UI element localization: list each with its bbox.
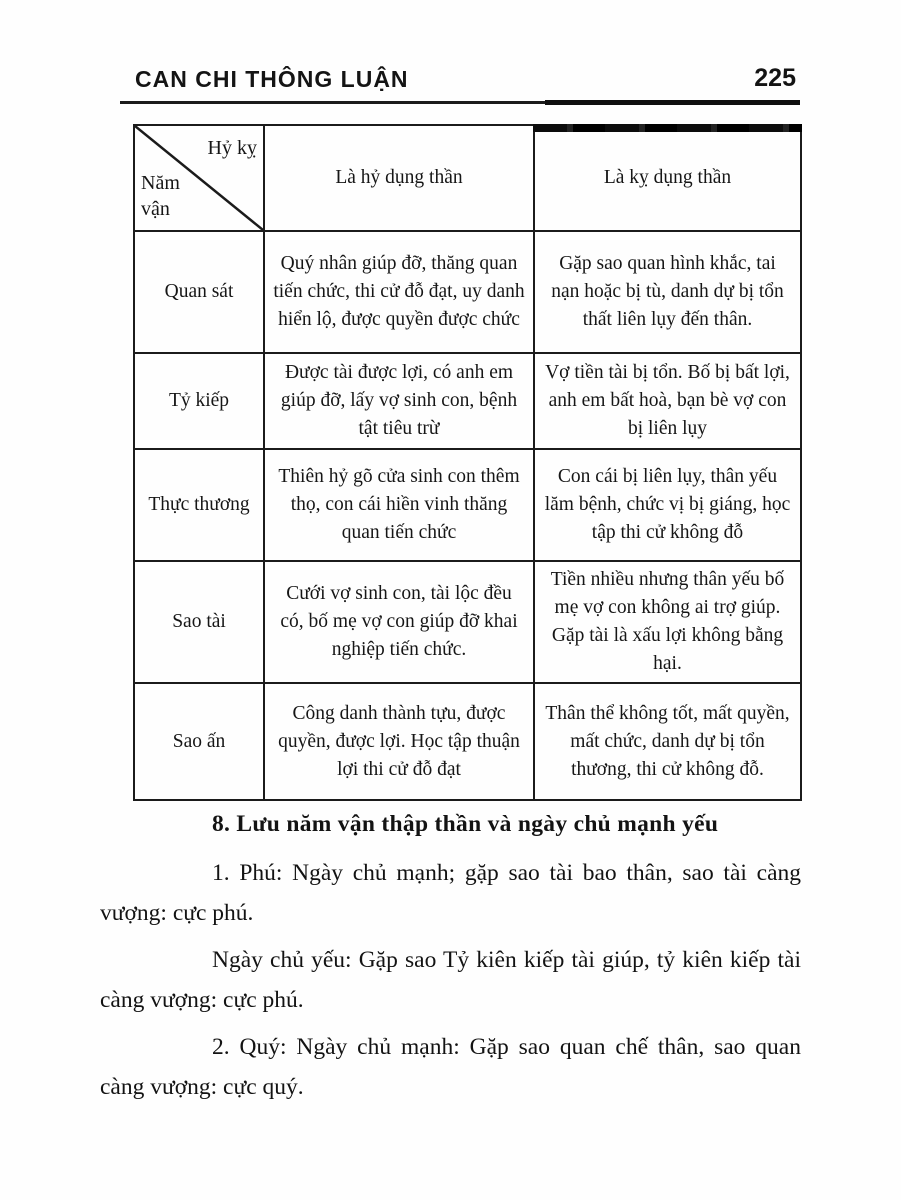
row-label: Tỷ kiếp — [134, 353, 264, 449]
hy-ky-table — [133, 124, 802, 801]
hy-cell: Cưới vợ sinh con, tài lộc đều có, bố mẹ vợ con giúp đỡ khai nghiệp tiến chức. — [264, 561, 534, 683]
corner-label-nam-van: Năm vận — [141, 172, 180, 220]
hy-cell: Quý nhân giúp đỡ, thăng quan tiến chức, thi cử đỗ đạt, uy danh hiển lộ, được quyền được chức — [264, 231, 534, 353]
table-row — [134, 231, 801, 353]
diagonal-header-cell — [134, 125, 264, 231]
ky-cell: Vợ tiền tài bị tổn. Bố bị bất lợi, anh em bất hoà, bạn bè vợ con bị liên lụy — [534, 353, 801, 449]
row-label: Sao tài — [134, 561, 264, 683]
ky-cell: Con cái bị liên lụy, thân yếu lăm bệnh, chức vị bị giáng, học tập thi cử không đỗ — [534, 449, 801, 561]
corner-label-hy-ky: Hỷ kỵ — [207, 137, 257, 159]
diagonal-wrap — [135, 126, 263, 230]
section-heading: 8. Lưu năm vận thập thần và ngày chủ mạnh yếu — [212, 811, 719, 837]
body-text — [100, 804, 801, 1114]
hy-cell: Được tài được lợi, có anh em giúp đỡ, lấy vợ sinh con, bệnh tật tiêu trừ — [264, 353, 534, 449]
column-header-hy: Là hỷ dụng thần — [264, 125, 534, 231]
table-row — [134, 353, 801, 449]
ky-cell: Thân thể không tốt, mất quyền, mất chức, danh dự bị tổn thương, thi cử không đỗ. — [534, 683, 801, 800]
ky-cell: Tiền nhiều nhưng thân yếu bố mẹ vợ con không ai trợ giúp. Gặp tài là xấu lợi không bằng hại. — [534, 561, 801, 683]
paragraph-phu-yeu: Ngày chủ yếu: Gặp sao Tỷ kiên kiếp tài giúp, tỷ kiên kiếp tài càng vượng: cực phú. — [100, 947, 801, 1013]
paragraph-phu-manh: 1. Phú: Ngày chủ mạnh; gặp sao tài bao thân, sao tài càng vượng: cực phú. — [100, 860, 801, 926]
row-label: Thực thương — [134, 449, 264, 561]
hy-cell: Thiên hỷ gõ cửa sinh con thêm thọ, con cái hiền vinh thăng quan tiến chức — [264, 449, 534, 561]
ky-cell: Gặp sao quan hình khắc, tai nạn hoặc bị tù, danh dự bị tổn thất liên lụy đến thân. — [534, 231, 801, 353]
table-row — [134, 449, 801, 561]
running-head: CAN CHI THÔNG LUẬN — [135, 66, 409, 92]
table-row — [134, 683, 801, 800]
print-artifact — [533, 124, 802, 132]
table-row — [134, 561, 801, 683]
column-header-ky-label: Là kỵ dụng thần — [603, 167, 732, 188]
paragraph-quy: 2. Quý: Ngày chủ mạnh: Gặp sao quan chế thân, sao quan càng vượng: cực quý. — [100, 1034, 801, 1100]
header-rule-thick-segment — [545, 100, 800, 105]
row-label: Quan sát — [134, 231, 264, 353]
hy-cell: Công danh thành tựu, được quyền, được lợi. Học tập thuận lợi thi cử đỗ đạt — [264, 683, 534, 800]
row-label: Sao ấn — [134, 683, 264, 800]
table-header-row — [134, 125, 801, 231]
column-header-ky — [534, 125, 801, 231]
page-number: 225 — [754, 64, 796, 92]
